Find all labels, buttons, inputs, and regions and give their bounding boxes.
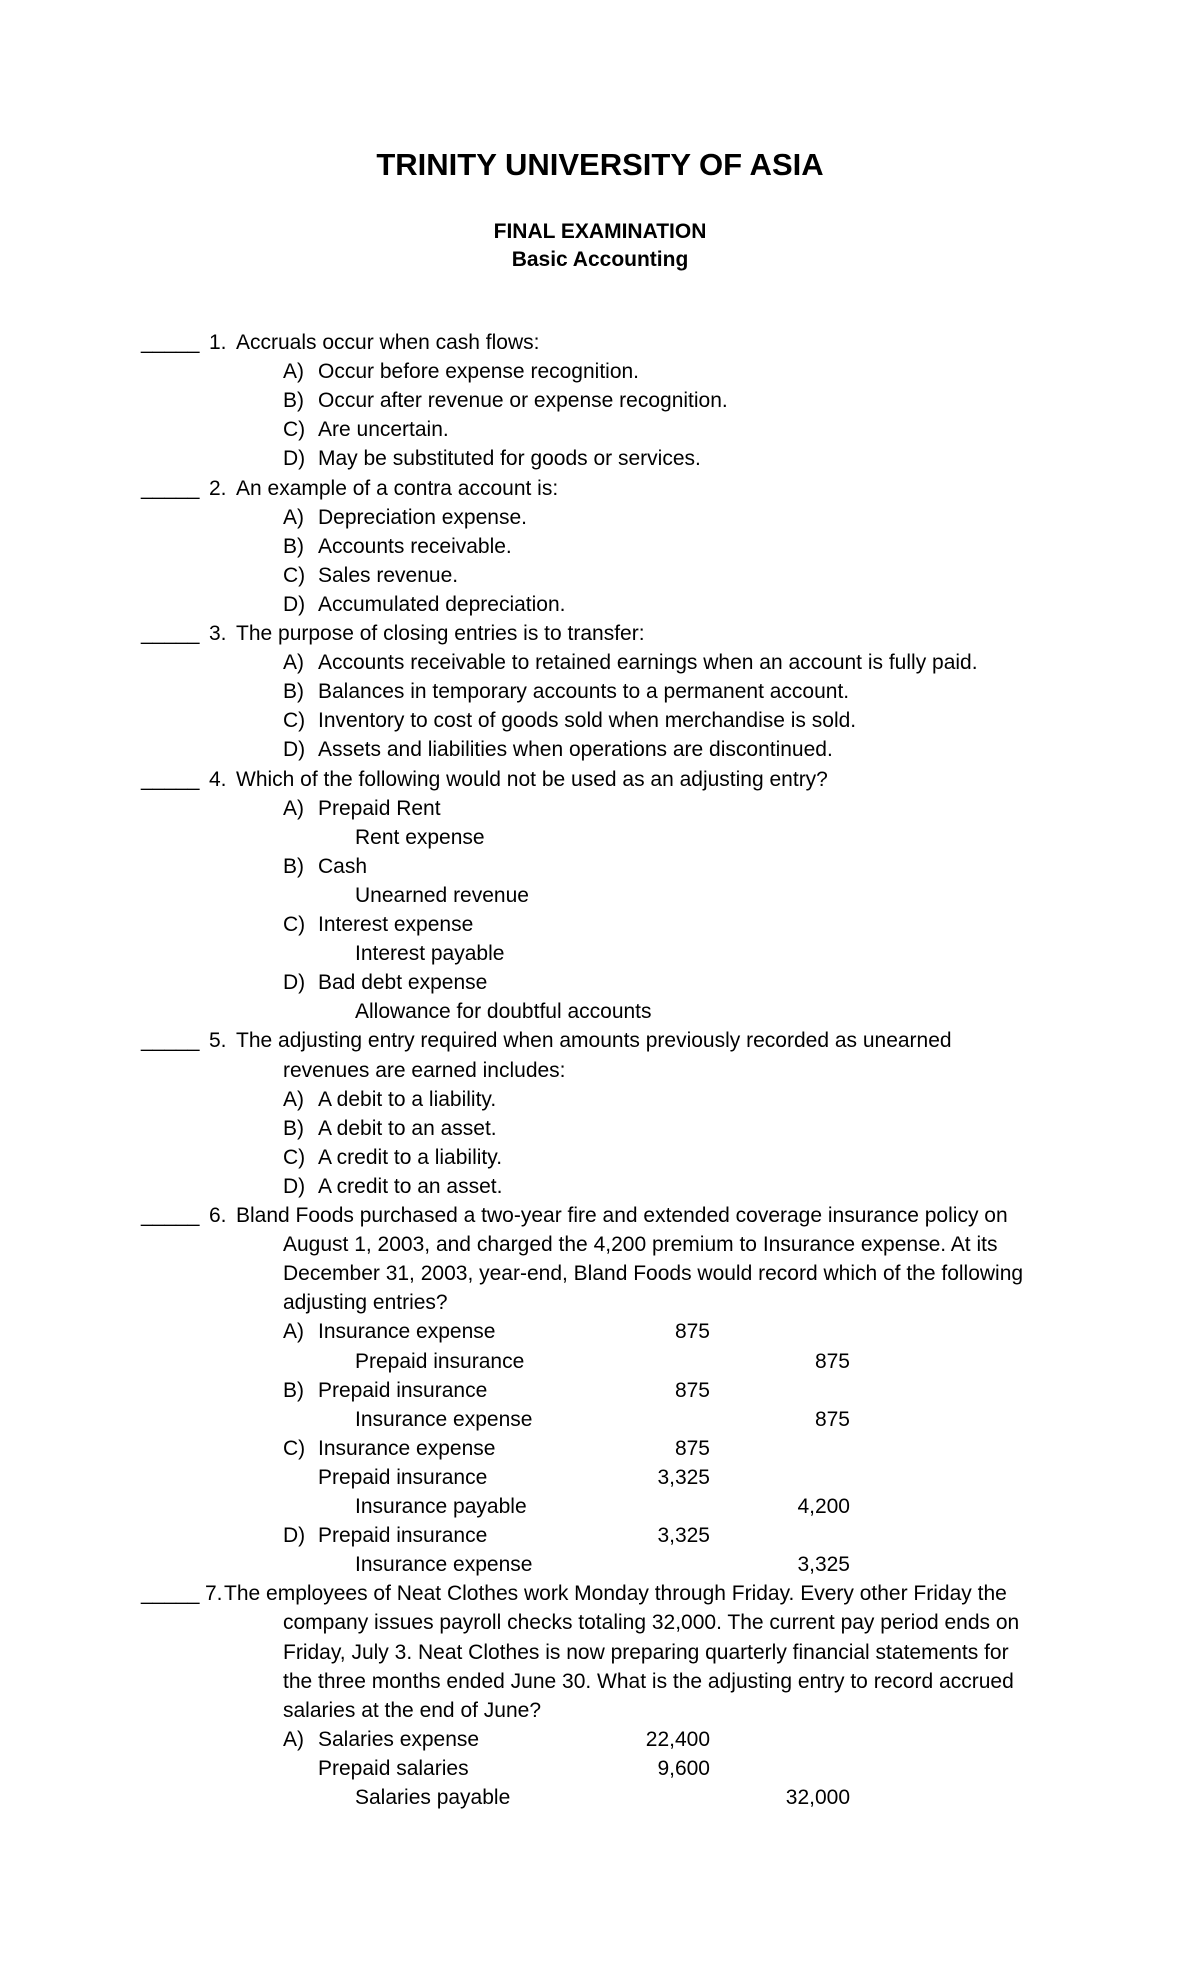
question-text: The employees of Neat Clothes work Monday through Friday. Every other Friday the — [224, 1582, 1007, 1606]
choice-letter: B) — [283, 534, 304, 558]
choice-text: Assets and liabilities when operations are discontinued. — [318, 738, 833, 762]
journal-account: Insurance expense — [355, 1553, 533, 1577]
choice-text: Occur after revenue or expense recognition. — [318, 389, 728, 413]
question-text: company issues payroll checks totaling 32,000. The current pay period ends on — [283, 1611, 1020, 1635]
question-text: Accruals occur when cash flows: — [236, 331, 540, 354]
question-number: 3. — [209, 622, 227, 645]
debit-amount: 875 — [674, 1378, 710, 1402]
journal-account: Prepaid insurance — [318, 1524, 488, 1548]
choice-text: Accounts receivable to retained earnings when an account is fully paid. — [318, 651, 978, 675]
credit-amount: 875 — [814, 1407, 850, 1431]
university-title: TRINITY UNIVERSITY OF ASIA — [376, 147, 824, 182]
choice-text: Are uncertain. — [318, 418, 449, 442]
choice-letter: D) — [283, 592, 306, 616]
choice-letter: B) — [283, 1116, 304, 1140]
choice-letter: B) — [283, 1378, 304, 1402]
answer-blank[interactable]: _____ — [141, 1582, 200, 1606]
choice-letter: D) — [283, 971, 306, 995]
journal-account: Insurance expense — [318, 1320, 496, 1344]
choice-letter: D) — [283, 447, 306, 471]
question-text: The adjusting entry required when amounts previously recorded as unearned — [236, 1029, 952, 1053]
question-number: 4. — [209, 767, 227, 791]
choice-text: Sales revenue. — [318, 563, 459, 587]
question-text: August 1, 2003, and charged the 4,200 premium to Insurance expense. At its — [283, 1233, 998, 1257]
journal-account: Insurance payable — [355, 1495, 527, 1518]
journal-account: Prepaid insurance — [355, 1349, 525, 1373]
question-number: 6. — [209, 1204, 227, 1227]
choice-letter: B) — [283, 854, 304, 878]
choice-letter: A) — [283, 1727, 304, 1751]
choice-letter: D) — [283, 1174, 306, 1198]
question-text: The purpose of closing entries is to transfer: — [236, 622, 645, 645]
exam-title: FINAL EXAMINATION — [493, 220, 707, 243]
choice-credit-account: Rent expense — [355, 825, 485, 849]
question-text: revenues are earned includes: — [283, 1058, 566, 1082]
choice-credit-account: Interest payable — [355, 942, 505, 966]
question-number: 5. — [209, 1029, 227, 1053]
answer-blank[interactable]: _____ — [141, 622, 200, 645]
choice-letter: C) — [283, 1145, 306, 1169]
question-text: the three months ended June 30. What is the adjusting entry to record accrued — [283, 1669, 1014, 1693]
choice-letter: A) — [283, 796, 304, 820]
choice-debit-account: Interest expense — [318, 913, 474, 936]
answer-blank[interactable]: _____ — [141, 331, 200, 354]
subject-title: Basic Accounting — [511, 248, 689, 271]
choice-letter: A) — [283, 651, 304, 675]
journal-account: Salaries payable — [355, 1786, 511, 1809]
choice-text: Balances in temporary accounts to a permanent account. — [318, 680, 850, 704]
choice-debit-account: Cash — [318, 854, 368, 878]
choice-letter: C) — [283, 709, 306, 733]
choice-letter: A) — [283, 360, 304, 384]
question-text: adjusting entries? — [283, 1291, 448, 1315]
debit-amount: 3,325 — [657, 1465, 710, 1489]
credit-amount: 4,200 — [797, 1495, 850, 1518]
answer-blank[interactable]: _____ — [141, 476, 200, 500]
debit-amount: 875 — [674, 1320, 710, 1344]
choice-text: A credit to an asset. — [318, 1174, 503, 1198]
choice-text: Occur before expense recognition. — [318, 360, 640, 384]
answer-blank[interactable]: _____ — [141, 767, 200, 791]
debit-amount: 3,325 — [657, 1524, 710, 1548]
choice-debit-account: Prepaid Rent — [318, 796, 441, 820]
choice-text: A debit to an asset. — [318, 1116, 497, 1140]
choice-text: Inventory to cost of goods sold when merchandise is sold. — [318, 709, 857, 733]
choice-letter: D) — [283, 738, 306, 762]
choice-letter: C) — [283, 1436, 306, 1460]
choice-credit-account: Unearned revenue — [355, 883, 529, 907]
question-text: Friday, July 3. Neat Clothes is now preparing quarterly financial statements for — [283, 1640, 1009, 1664]
choice-letter: D) — [283, 1524, 306, 1548]
debit-amount: 9,600 — [657, 1756, 710, 1780]
journal-account: Salaries expense — [318, 1727, 480, 1751]
choice-text: May be substituted for goods or services. — [318, 447, 701, 471]
answer-blank[interactable]: _____ — [141, 1029, 200, 1053]
debit-amount: 22,400 — [645, 1727, 710, 1751]
choice-text: Accounts receivable. — [318, 534, 512, 558]
choice-letter: C) — [283, 418, 306, 442]
question-number: 2. — [209, 476, 227, 500]
choice-text: Depreciation expense. — [318, 505, 527, 529]
choice-letter: A) — [283, 1087, 304, 1111]
choice-credit-account: Allowance for doubtful accounts — [355, 1000, 652, 1024]
question-text: Bland Foods purchased a two-year fire and extended coverage insurance policy on — [236, 1204, 1008, 1227]
choice-text: Accumulated depreciation. — [318, 592, 566, 616]
question-text: December 31, 2003, year-end, Bland Foods would record which of the following — [283, 1262, 1024, 1286]
choice-letter: B) — [283, 389, 304, 413]
journal-account: Prepaid salaries — [318, 1756, 469, 1780]
answer-blank[interactable]: _____ — [141, 1204, 200, 1227]
journal-account: Prepaid insurance — [318, 1378, 488, 1402]
choice-letter: C) — [283, 913, 306, 936]
choice-letter: C) — [283, 563, 306, 587]
question-text: salaries at the end of June? — [283, 1698, 542, 1722]
question-text: An example of a contra account is: — [236, 476, 559, 500]
credit-amount: 875 — [814, 1349, 850, 1373]
choice-debit-account: Bad debt expense — [318, 971, 488, 995]
choice-letter: A) — [283, 505, 304, 529]
journal-account: Insurance expense — [318, 1436, 496, 1460]
journal-account: Prepaid insurance — [318, 1465, 488, 1489]
choice-text: A credit to a liability. — [318, 1145, 503, 1169]
debit-amount: 875 — [674, 1436, 710, 1460]
question-text: Which of the following would not be used as an adjusting entry? — [236, 767, 828, 791]
question-number: 1. — [209, 331, 227, 354]
question-number: 7. — [205, 1582, 223, 1606]
credit-amount: 3,325 — [797, 1553, 850, 1577]
credit-amount: 32,000 — [785, 1786, 850, 1809]
journal-account: Insurance expense — [355, 1407, 533, 1431]
choice-letter: B) — [283, 680, 304, 704]
choice-letter: A) — [283, 1320, 304, 1344]
choice-text: A debit to a liability. — [318, 1087, 497, 1111]
